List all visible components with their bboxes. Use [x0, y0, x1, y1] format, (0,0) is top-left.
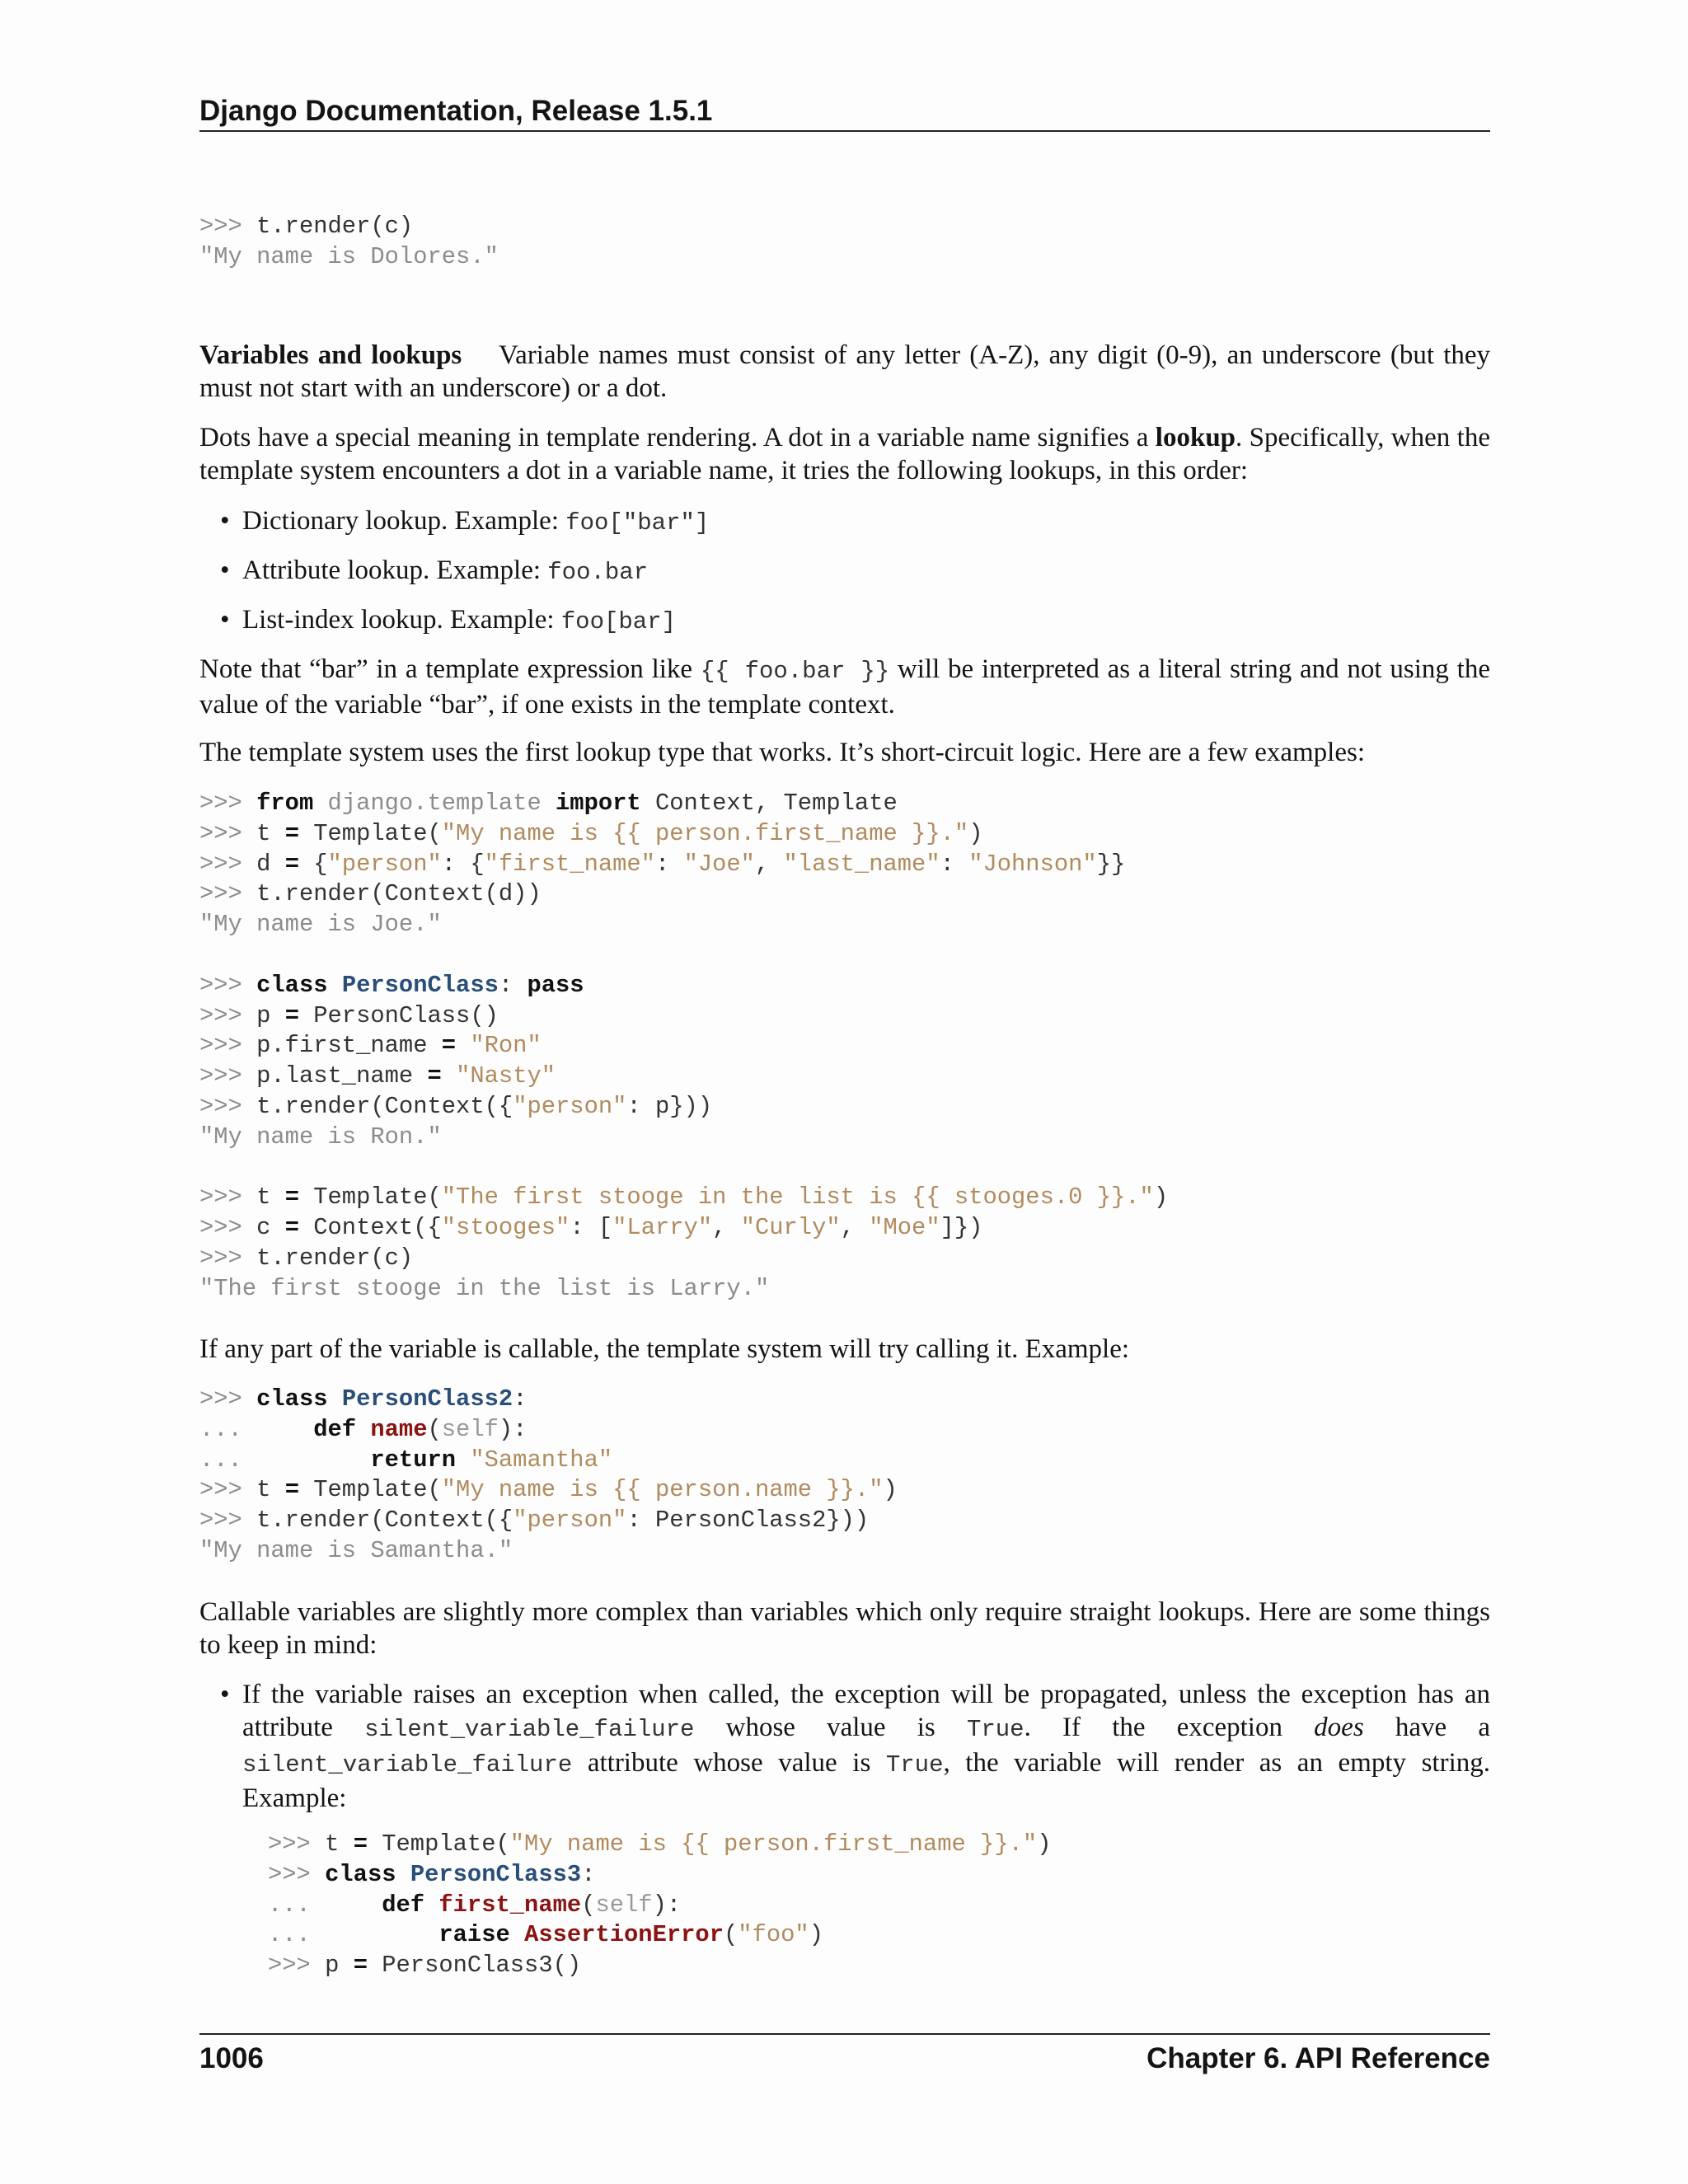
- bullet-icon: •: [220, 605, 230, 635]
- code-line: [199, 940, 1168, 971]
- list-item-label: Dictionary lookup. Example:: [242, 506, 566, 536]
- code-line: [199, 819, 1168, 850]
- code-token: p.last_name: [256, 1062, 428, 1090]
- bullet-icon: •: [220, 1680, 230, 1709]
- code-prompt: ...: [268, 1891, 326, 1919]
- code-token: :: [940, 850, 969, 878]
- code-token: : p})): [626, 1092, 713, 1120]
- code-token: first_name: [438, 1891, 582, 1919]
- code-token: t.render(Context({: [256, 1092, 513, 1120]
- code-token: def: [382, 1891, 425, 1919]
- code-line: [268, 1860, 1051, 1891]
- code-token: p: [325, 1952, 354, 1980]
- code-token: "My name is Dolores.": [199, 242, 499, 270]
- code-token: AssertionError: [524, 1921, 724, 1949]
- code-token: p.first_name: [256, 1032, 442, 1060]
- paragraph-text: . Specifically, when the template system encounters a dot in a variable name, it tries the following lookups, in this order:: [199, 423, 1490, 485]
- paragraph-text: , the variable will render as an empty string. Example:: [242, 1748, 1490, 1813]
- paragraph-text: Note that “bar” in a template expression like: [199, 654, 701, 684]
- code-prompt: >>>: [199, 1507, 257, 1535]
- code-token: =: [284, 1214, 299, 1242]
- code-prompt: >>>: [199, 850, 257, 878]
- inline-code: foo[bar]: [560, 608, 677, 635]
- code-token: class: [256, 1385, 328, 1413]
- list-item: [220, 1678, 1490, 1815]
- code-line: [268, 1951, 1051, 1981]
- code-prompt: >>>: [199, 1062, 257, 1090]
- code-token: (: [581, 1891, 596, 1919]
- code-prompt: >>>: [199, 1032, 257, 1060]
- code-prompt: >>>: [268, 1830, 326, 1858]
- code-token: django.template: [327, 790, 542, 817]
- code-token: [356, 1416, 370, 1443]
- paragraph-text: attribute whose value is: [572, 1748, 886, 1778]
- code-prompt: ...: [199, 1446, 257, 1474]
- bullet-icon: •: [220, 555, 230, 585]
- code-line: [199, 1385, 898, 1415]
- header-rule: [199, 130, 1490, 132]
- code-token: "Joe": [683, 850, 755, 878]
- paragraph-text: If any part of the variable is callable, the template system will try calling it. Example:: [199, 1334, 1130, 1364]
- code-prompt: ...: [199, 1415, 257, 1443]
- code-token: [456, 1032, 470, 1059]
- paragraph-text: have a: [1363, 1713, 1490, 1742]
- code-token: [325, 1891, 382, 1919]
- code-prompt: >>>: [199, 1385, 257, 1413]
- code-line: [268, 1830, 1051, 1860]
- code-token: "person": [327, 850, 442, 878]
- code-token: =: [284, 1001, 299, 1029]
- paragraph-text: . If the exception: [1024, 1713, 1315, 1742]
- list-item: [220, 554, 1490, 589]
- code-token: ): [1037, 1830, 1052, 1858]
- code-token: PersonClass3(): [367, 1952, 582, 1980]
- code-token: [256, 1416, 313, 1443]
- code-line: [199, 212, 499, 242]
- code-token: "stooges": [441, 1214, 570, 1242]
- code-token: : {: [441, 850, 485, 878]
- bullet-icon: •: [220, 506, 230, 536]
- code-token: "My name is Ron.": [199, 1122, 442, 1151]
- code-token: }}: [1096, 850, 1126, 878]
- code-block: [268, 1830, 1051, 1981]
- inline-code: True: [885, 1751, 944, 1779]
- variables-and-lookups-paragraph: [199, 339, 1490, 405]
- list-item-label: Attribute lookup. Example:: [242, 555, 548, 585]
- code-token: "Johnson": [968, 850, 1097, 878]
- code-token: [456, 1446, 470, 1474]
- code-line: [199, 1092, 1168, 1122]
- code-line: [268, 1891, 1051, 1921]
- code-line: [199, 879, 1168, 910]
- code-token: =: [284, 819, 299, 847]
- code-token: :: [498, 971, 528, 999]
- code-token: Template(: [367, 1830, 510, 1858]
- code-token: def: [313, 1415, 357, 1443]
- code-token: =: [284, 850, 299, 878]
- code-prompt: >>>: [199, 213, 257, 240]
- code-prompt: >>>: [199, 1092, 257, 1120]
- paragraph-text: Dots have a special meaning in template rendering. A dot in a variable name signifies a: [199, 423, 1156, 452]
- code-token: Context({: [298, 1214, 442, 1242]
- code-token: t: [256, 1183, 285, 1212]
- code-token: "My name is Samantha.": [199, 1536, 513, 1564]
- code-token: PersonClass: [341, 971, 499, 999]
- code-token: Template(: [298, 1183, 442, 1212]
- code-line: [199, 1446, 898, 1476]
- inline-code: foo.bar: [547, 559, 649, 586]
- code-token: "Moe": [869, 1214, 940, 1242]
- code-token: [256, 1446, 370, 1474]
- code-token: [328, 1385, 342, 1413]
- code-prompt: >>>: [199, 1476, 257, 1504]
- code-token: t.render(Context(d)): [256, 880, 542, 908]
- code-token: : PersonClass2})): [626, 1507, 870, 1535]
- code-token: Context, Template: [640, 790, 898, 817]
- code-token: self: [595, 1891, 653, 1919]
- code-token: "My name is Joe.": [199, 911, 442, 939]
- code-line: [199, 1536, 898, 1567]
- code-token: "My name is {{ person.first_name }}.": [509, 1830, 1038, 1858]
- paragraph-text: will be interpreted as a literal string and not using the value of the variable “bar”, if one exists in the template context.: [199, 654, 1490, 719]
- note-paragraph: [199, 653, 1490, 721]
- code-token: ,: [754, 850, 784, 878]
- code-token: (: [724, 1921, 738, 1949]
- code-token: class: [325, 1860, 396, 1888]
- code-token: ): [968, 819, 983, 847]
- code-line: [199, 850, 1168, 880]
- code-prompt: >>>: [268, 1860, 326, 1888]
- code-token: ):: [652, 1891, 682, 1919]
- code-line: [199, 1506, 898, 1536]
- code-token: ): [809, 1921, 823, 1949]
- code-token: raise: [438, 1921, 510, 1949]
- code-token: t: [325, 1830, 354, 1858]
- code-token: ): [1153, 1183, 1169, 1212]
- code-token: t.render(c): [256, 1244, 414, 1272]
- code-prompt: >>>: [199, 1001, 257, 1029]
- code-token: d: [256, 850, 285, 878]
- code-prompt: >>>: [199, 880, 257, 908]
- code-token: [442, 1062, 456, 1090]
- code-prompt: >>>: [199, 971, 257, 999]
- chapter-title: Chapter 6. API Reference: [1146, 2042, 1490, 2074]
- code-line: [199, 1122, 1168, 1153]
- code-token: [325, 1921, 438, 1948]
- code-token: ,: [840, 1214, 870, 1242]
- code-token: t: [256, 1476, 285, 1504]
- code-prompt: >>>: [199, 1183, 257, 1212]
- code-token: :: [581, 1860, 596, 1888]
- paragraph-text: whose value is: [694, 1713, 967, 1742]
- running-header-title: Django Documentation, Release 1.5.1: [199, 95, 713, 127]
- code-token: : [: [570, 1214, 613, 1242]
- code-prompt: >>>: [199, 819, 257, 847]
- code-token: ): [883, 1476, 898, 1504]
- code-token: =: [284, 1183, 299, 1212]
- code-token: t: [256, 819, 285, 847]
- code-token: =: [353, 1952, 368, 1980]
- code-token: "foo": [738, 1921, 809, 1949]
- code-prompt: >>>: [199, 790, 257, 817]
- code-token: pass: [527, 971, 584, 999]
- paragraph-text: If the variable raises an exception when called, the exception will be propagated, unless the exception has an attribute: [242, 1680, 1490, 1742]
- inline-code: {{ foo.bar }}: [700, 658, 890, 685]
- code-line: [199, 1153, 1168, 1183]
- code-token: import: [556, 790, 641, 817]
- code-token: "person": [513, 1507, 627, 1535]
- footer-rule: [199, 2033, 1490, 2035]
- code-token: [510, 1921, 524, 1948]
- code-token: Template(: [298, 1476, 442, 1504]
- code-token: (: [427, 1415, 442, 1443]
- inline-code: silent_variable_failure: [364, 1716, 695, 1743]
- inline-code: foo["bar"]: [565, 509, 710, 537]
- page-number: 1006: [199, 2042, 264, 2074]
- code-token: "last_name": [783, 850, 940, 878]
- code-line: [199, 1183, 1168, 1213]
- code-token: =: [427, 1062, 442, 1090]
- code-block: [199, 789, 1168, 1305]
- callable-complex-paragraph: [199, 1596, 1490, 1661]
- dots-paragraph: [199, 421, 1490, 487]
- section-run-in-heading: Variables and lookups: [199, 340, 462, 370]
- code-token: PersonClass2: [341, 1385, 513, 1413]
- code-prompt: ...: [268, 1921, 326, 1949]
- callable-paragraph: [199, 1333, 1490, 1366]
- code-token: {: [298, 850, 328, 878]
- code-token: name: [370, 1415, 428, 1443]
- code-line: [199, 910, 1168, 940]
- code-line: [199, 1244, 1168, 1274]
- code-token: "My name is {{ person.first_name }}.": [441, 819, 969, 847]
- code-token: [542, 790, 556, 817]
- code-line: [199, 1031, 1168, 1062]
- paragraph-text: Callable variables are slightly more complex than variables which only require straight lookups. Here are some things to keep in mind:: [199, 1597, 1490, 1660]
- code-token: class: [256, 971, 328, 999]
- code-token: =: [353, 1830, 368, 1858]
- code-token: "first_name": [484, 850, 655, 878]
- code-token: =: [441, 1032, 457, 1060]
- code-token: "Ron": [470, 1032, 542, 1060]
- code-token: p: [256, 1001, 285, 1029]
- code-line: [199, 242, 499, 273]
- emphasis: does: [1314, 1713, 1364, 1742]
- code-prompt: >>>: [199, 1214, 257, 1242]
- code-line: [199, 1274, 1168, 1305]
- code-token: ):: [498, 1415, 528, 1443]
- first-lookup-paragraph: [199, 736, 1490, 769]
- inline-code: silent_variable_failure: [242, 1751, 573, 1779]
- code-prompt: >>>: [268, 1952, 326, 1980]
- code-token: PersonClass3: [410, 1860, 582, 1888]
- code-token: "Curly": [740, 1214, 841, 1242]
- code-token: return: [370, 1446, 457, 1474]
- code-token: t.render(Context({: [256, 1507, 513, 1535]
- code-token: self: [441, 1415, 499, 1443]
- code-line: [199, 1415, 898, 1446]
- list-item: [220, 603, 1490, 639]
- code-token: [396, 1861, 410, 1888]
- code-token: [328, 972, 342, 999]
- code-token: "The first stooge in the list is Larry.": [199, 1274, 770, 1302]
- list-item-label: List-index lookup. Example:: [242, 605, 561, 635]
- paragraph-text: Variable names must consist of any letter (A-Z), any digit (0-9), an underscore (but they must not start with an underscore) or a dot.: [199, 340, 1491, 403]
- code-prompt: >>>: [199, 1244, 257, 1272]
- inline-code: True: [966, 1716, 1025, 1743]
- code-token: PersonClass(): [298, 1001, 499, 1029]
- code-token: t.render(c): [256, 213, 414, 240]
- code-token: "Nasty": [456, 1062, 556, 1090]
- code-token: c: [256, 1214, 285, 1242]
- list-item: [220, 504, 1490, 540]
- lookup-term: lookup: [1155, 423, 1236, 452]
- code-token: [313, 790, 327, 817]
- code-block: [199, 212, 499, 273]
- code-line: [199, 1475, 898, 1506]
- code-token: "My name is {{ person.name }}.": [441, 1476, 884, 1504]
- code-token: "person": [513, 1092, 627, 1120]
- code-token: from: [256, 790, 314, 817]
- code-line: [199, 789, 1168, 819]
- code-token: [424, 1891, 438, 1919]
- code-token: :: [655, 850, 684, 878]
- code-token: "Samantha": [470, 1446, 613, 1474]
- code-token: Template(: [298, 819, 442, 847]
- code-line: [199, 971, 1168, 1001]
- code-line: [199, 1213, 1168, 1244]
- code-block: [199, 1385, 898, 1567]
- code-token: :: [513, 1385, 528, 1413]
- code-token: ,: [712, 1214, 741, 1242]
- code-token: "Larry": [612, 1214, 713, 1242]
- code-token: "The first stooge in the list is {{ stooges.0 }}.": [441, 1183, 1154, 1212]
- paragraph-text: The template system uses the first lookup type that works. It’s short-circuit logic. Here are a few examples:: [199, 738, 1366, 767]
- code-line: [199, 1062, 1168, 1092]
- code-line: [268, 1920, 1051, 1951]
- code-token: ]}): [940, 1214, 983, 1242]
- code-token: =: [284, 1476, 299, 1504]
- code-line: [199, 1001, 1168, 1032]
